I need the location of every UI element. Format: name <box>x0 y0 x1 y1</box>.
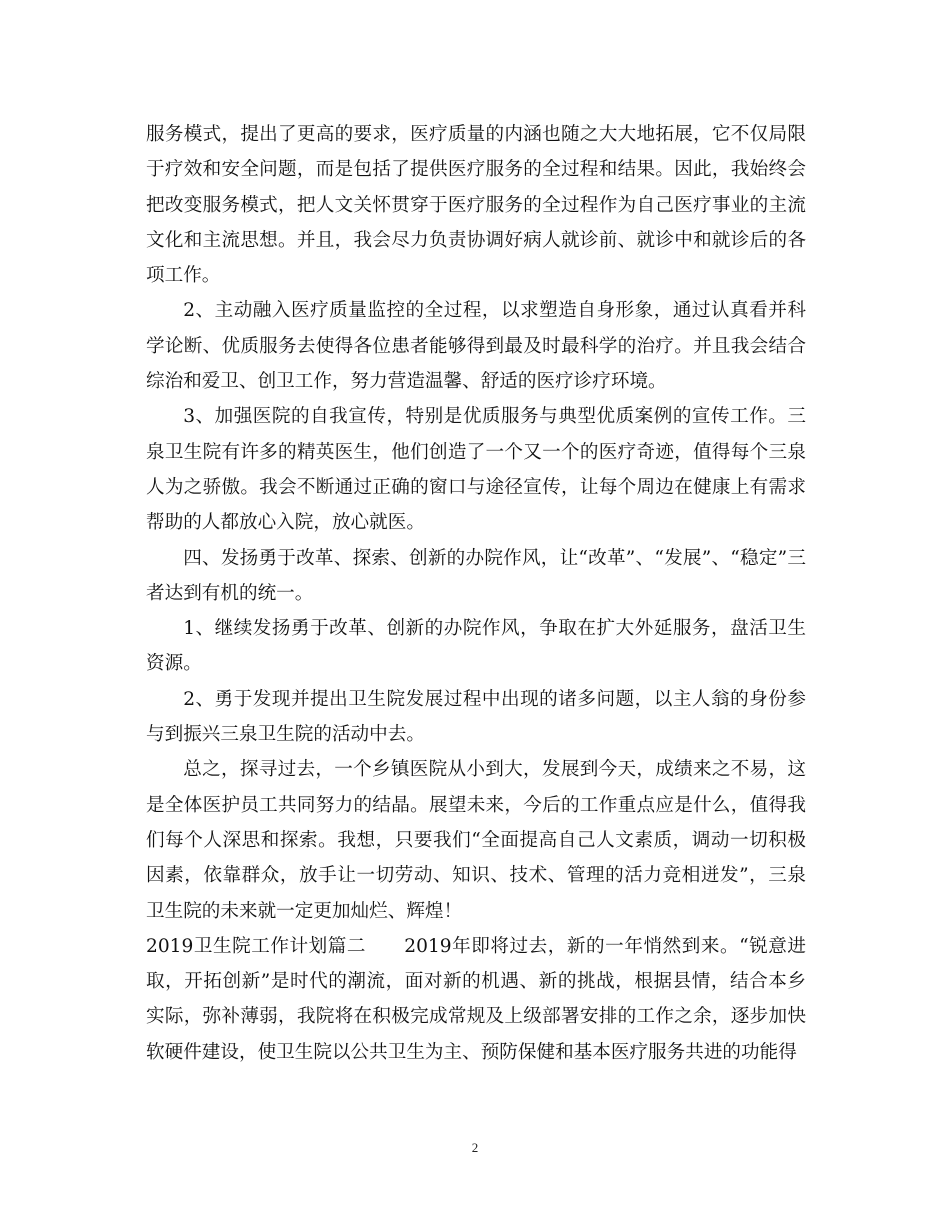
paragraph-reform-style: 1、继续发扬勇于改革、创新的办院作风，争取在扩大外延服务，盘活卫生资源。 <box>146 618 806 675</box>
page-number: 2 <box>471 1140 479 1155</box>
document-body <box>146 117 806 1070</box>
paragraph-quality-monitoring: 2、主动融入医疗质量监控的全过程，以求塑造自身形象，通过认真看并科学论断、优质服务去使得各位患者能够得到最及时最科学的治疗。并且我会结合综治和爱卫、创卫工作，努力营造温馨、舒适的医疗诊疗环境。 <box>146 300 806 393</box>
paragraph-section-four: 四、发扬勇于改革、探索、创新的办院作风，让“改革”、“发展”、“稳定”三者达到有机的统一。 <box>146 547 806 604</box>
paragraph-identify-problems: 2、勇于发现并提出卫生院发展过程中出现的诸多问题，以主人翁的身份参与到振兴三泉卫生院的活动中去。 <box>146 688 806 746</box>
paragraph-self-promotion: 3、加强医院的自我宣传，特别是优质服务与典型优质案例的宣传工作。三泉卫生院有许多的精英医生，他们创造了一个又一个的医疗奇迹，值得每个三泉人为之骄傲。我会不断通过正确的窗口与途径宣传，让每个周边在健康上有需求帮助的人都放心入院，放心就医。 <box>146 406 806 534</box>
paragraph-conclusion: 总之，探寻过去，一个乡镇医院从小到大，发展到今天，成绩来之不易，这是全体医护员工共同努力的结晶。展望未来，今后的工作重点应是什么，值得我们每个人深思和探索。我想，只要我们“全面提高自己人文素质，调动一切积极因素，依靠群众，放手让一切劳动、知识、技术、管理的活力竞相迸发”，三泉卫生院的未来就一定更加灿烂、辉煌！ <box>146 759 806 922</box>
paragraph-plan-two: 2019卫生院工作计划篇二 2019年即将过去，新的一年悄然到来。“锐意进取，开拓创新”是时代的潮流，面对新的机遇、新的挑战，根据县情，结合本乡实际，弥补薄弱，我院将在积极完成常规及上级部署安排的工作之余，逐步加快软硬件建设，使卫生院以公共卫生为主、预防保健和基本医疗服务共进的功能得 <box>146 935 806 1063</box>
paragraph-service-mode: 服务模式，提出了更高的要求，医疗质量的内涵也随之大大地拓展，它不仅局限于疗效和安全问题，而是包括了提供医疗服务的全过程和结果。因此，我始终会把改变服务模式，把人文关怀贯穿于医疗服务的全过程作为自己医疗事业的主流文化和主流思想。并且，我会尽力负责协调好病人就诊前、就诊中和就诊后的各项工作。 <box>146 124 806 287</box>
